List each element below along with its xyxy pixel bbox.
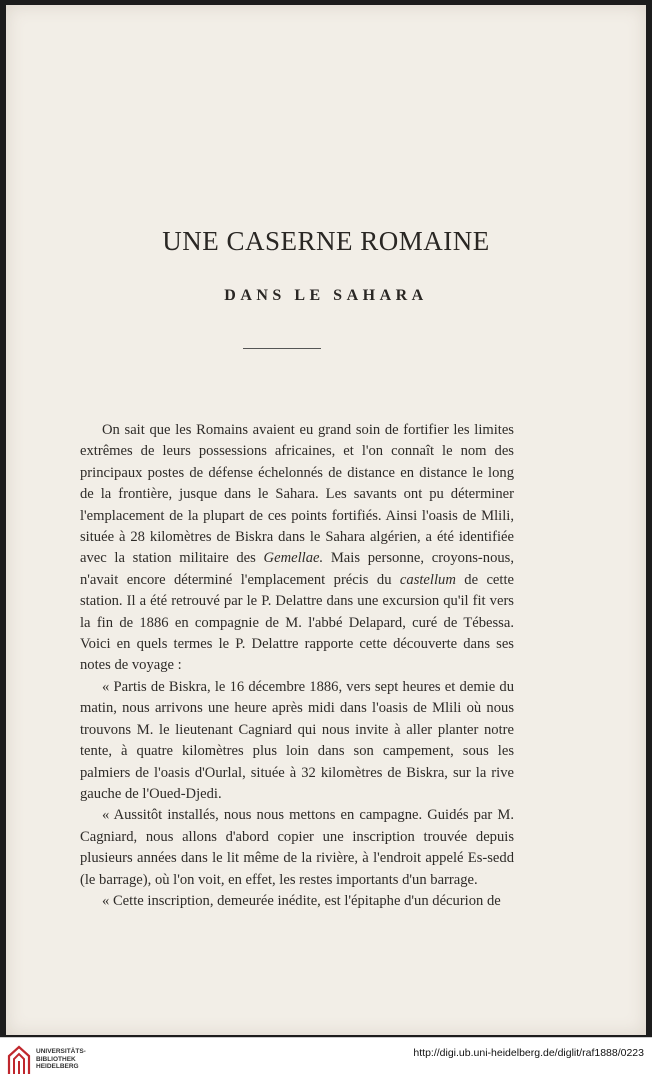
paragraph-1-text-b: Mais personne, croyons-nous, n'avait encore déterminé l'emplacement précis du <box>80 550 515 588</box>
paragraph-1 <box>80 420 514 677</box>
italic-castellum: castellum <box>399 571 456 588</box>
italic-gemellae: Gemellae. <box>263 550 324 567</box>
library-logo-icon <box>6 1044 32 1076</box>
library-name-line-3: HEIDELBERG <box>36 1063 79 1070</box>
paragraph-1-text-a: On sait que les Romains avaient eu grand soin de fortifier les limites extrêmes de leurs possessions africaines, et l'on connaît le nom des principaux postes de défense échelonnés de distance en distance le long de la frontière, jusque dans le Sahara. Les savants ont pu déterminer l'emplacement de la plupart de ces points fortifiés. Ainsi l'oasis de Mlili, située à 28 kilomètres de Biskra dans le Sahara algérien, a été identifiée avec la station militaire des <box>80 422 514 567</box>
paragraph-1-text-c: de cette station. Il a été retrouvé par le P. Delattre dans une excursion qu'il fit vers la fin de 1886 en compagnie de M. l'abbé Delapard, curé de Tébessa. Voici en quels termes le P. Delattre rapporte cette découverte dans ses notes de voyage : <box>80 571 514 674</box>
library-name-line-2: BIBLIOTHEK <box>36 1055 76 1063</box>
article-body <box>80 420 514 912</box>
paragraph-4: « Cette inscription, demeurée inédite, est l'épitaphe d'un décurion de <box>102 892 501 909</box>
digitization-footer <box>0 1037 652 1086</box>
article-title: UNE CASERNE ROMAINE <box>162 226 490 256</box>
article-subtitle: DANS LE SAHARA <box>224 287 428 304</box>
permalink-url[interactable]: http://digi.ub.uni-heidelberg.de/diglit/raf1888/0223 <box>413 1047 644 1059</box>
paragraph-2: « Partis de Biskra, le 16 décembre 1886, vers sept heures et demie du matin, nous arrivons une heure après midi dans l'oasis de Mlili où nous trouvons M. le lieutenant Cagniard qui nous invite à aller planter notre tente, à quatre kilomètres plus loin dans son campement, sous les palmiers de l'oasis d'Ourlal, située à 32 kilomètres de Biskra, sur la rive gauche de l'Oued-Djedi. <box>80 678 514 802</box>
library-name <box>36 1048 86 1071</box>
library-name-line-1: UNIVERSITÄTS- <box>36 1048 86 1055</box>
paragraph-3: « Aussitôt installés, nous nous mettons en campagne. Guidés par M. Cagniard, nous allons d'abord copier une inscription trouvée depuis plusieurs années dans le lit même de la rivière, à l'endroit appelé Es-sedd (le barrage), où l'on voit, en effet, les restes importants d'un barrage. <box>80 807 514 888</box>
title-divider <box>243 348 321 349</box>
